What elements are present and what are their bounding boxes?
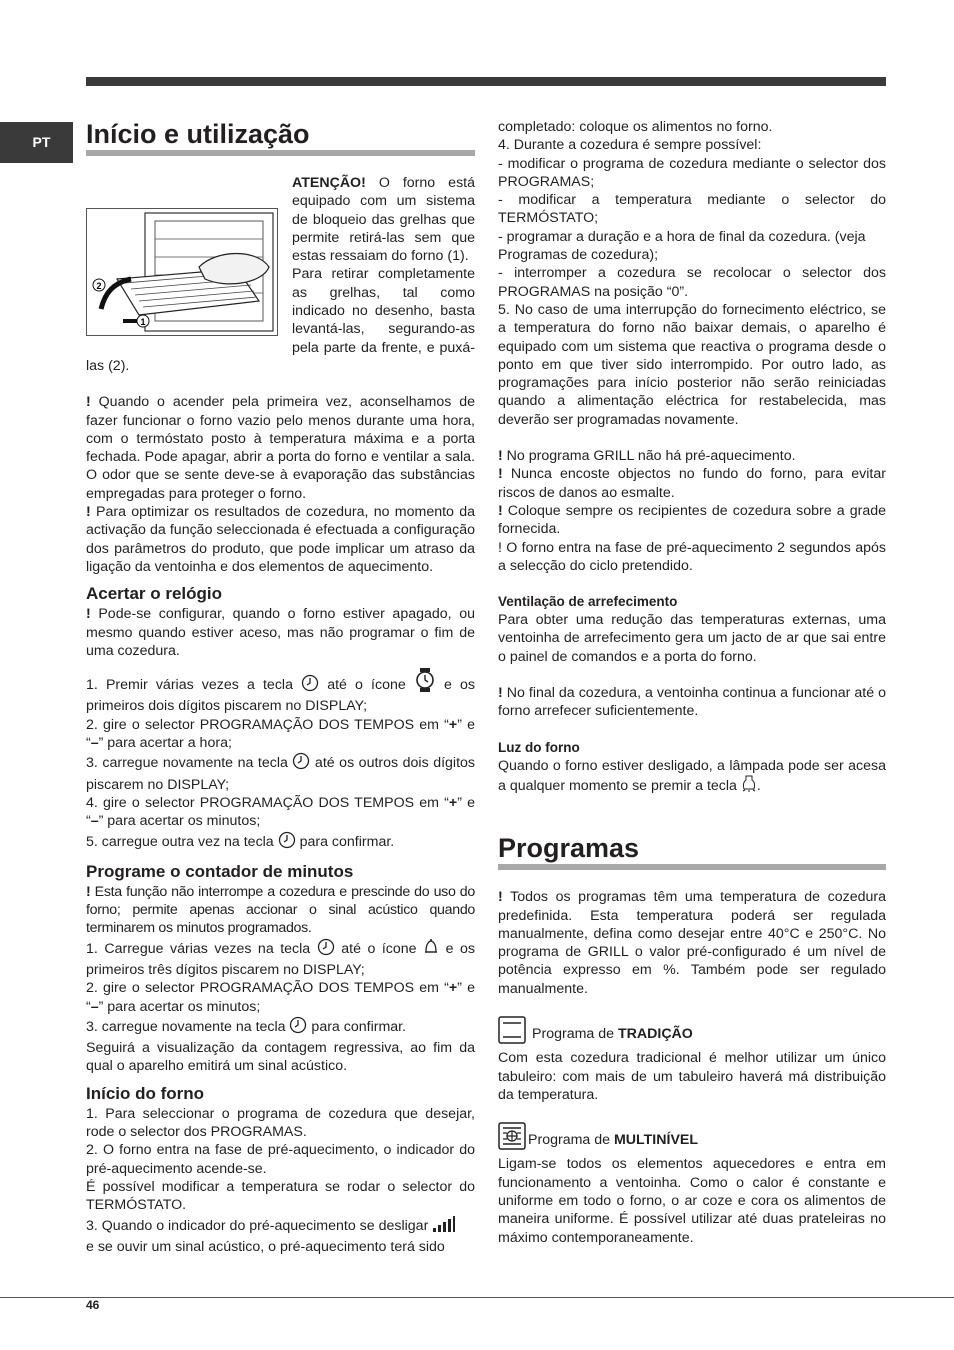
clock-key-icon	[289, 1016, 307, 1039]
note-enamel: ! Nunca encoste objectos no fundo do forno, para evitar riscos de danos ao esmalte.	[498, 466, 886, 501]
clock-key-icon	[301, 674, 319, 697]
start-step-3: 3. Quando o indicador do pré-aquecimento se desligar e se ouvir um sinal acústico, o pré-aquecimento terá sido	[86, 1215, 475, 1257]
tradition-icon	[498, 1016, 526, 1049]
optimize-note: ! Para optimizar os resultados de cozedura, no momento da activação da função seleccionada é efectuada a configuração dos parâmetros do produto, que pode implicar um atraso da ligação da ventoinha e dos elementos de aquecimento.	[86, 504, 475, 575]
clock-heading: Acertar o relógio	[86, 584, 223, 604]
clock-step-5: 5. carregue outra vez na tecla para confirmar.	[86, 831, 475, 854]
continued-text-4: - modificar a temperatura mediante o selector do TERMÓSTATO;	[498, 192, 886, 227]
figure-label-1: 1	[140, 317, 146, 327]
clock-step-4: 4. gire o selector PROGRAMAÇÃO DOS TEMPOS em “+” e “–” para acertar os minutos;	[86, 794, 476, 830]
light-text: Quando o forno estiver desligado, a lâmpada pode ser acesa a qualquer momento se premir a tecla .	[498, 757, 886, 799]
timer-step-1: 1. Carregue várias vezes na tecla até o ícone e os primeiros três dígitos piscarem no DISPLAY;	[86, 938, 475, 980]
attention-label: ATENÇÃO!	[292, 175, 366, 191]
start-step-1: 1. Para seleccionar o programa de cozedura que desejar, rode o selector dos PROGRAMAS.	[86, 1105, 475, 1141]
clock-step-3: 3. carregue novamente na tecla até os outros dois dígitos piscarem no DISPLAY;	[86, 752, 475, 794]
top-rule	[86, 77, 886, 86]
programs-intro: ! Todos os programas têm uma temperatura de cozedura predefinida. Esta temperatura poderá ser regulada manualmente, defina como desejar entre 40°C e 250°C. No programa de GRILL o valor pré-configurado é um nível de potência expresso em %. Também pode ser regulado manualmente.	[498, 889, 886, 997]
continued-text-2: 4. Durante a cozedura é sempre possível:	[498, 137, 762, 154]
continued-text-3: - modificar o programa de cozedura mediante o selector dos PROGRAMAS;	[498, 155, 886, 190]
continued-text-6: - interromper a cozedura se recolocar o selector dos PROGRAMAS na posição “0”.	[498, 265, 886, 300]
clock-step-1: 1. Premir várias vezes a tecla até o ícone e os primeiros dois dígitos piscarem no DISPLAY;	[86, 668, 475, 716]
oven-rack-illustration	[86, 208, 278, 336]
continued-text-5: - programar a duração e a hora de final da cozedura. (veja Programas de cozedura);	[498, 228, 866, 264]
minus-icon: –	[90, 998, 99, 1015]
clock-step-2: 2. gire o selector PROGRAMAÇÃO DOS TEMPOS em “+” e “–” para acertar a hora;	[86, 716, 476, 752]
ventilation-text: Para obter uma redução das temperaturas externas, uma ventoinha de arrefecimento gera um jacto de ar que sai entre o painel de comandos e a porta do forno.	[498, 612, 886, 665]
right-column	[498, 118, 886, 1247]
watch-icon	[414, 668, 436, 697]
lamp-icon	[741, 775, 757, 798]
timer-countdown-text: Seguirá a visualização da contagem regressiva, ao fim da qual o aparelho emitirá um sinal acústico.	[86, 1040, 475, 1075]
footer-rule	[0, 1297, 954, 1298]
timer-step-2: 2. gire o selector PROGRAMAÇÃO DOS TEMPOS em “+” e “–” para acertar os minutos;	[86, 980, 476, 1015]
start-step-2: 2. O forno entra na fase de pré-aquecimento, o indicador do pré-aquecimento acende-se.	[86, 1142, 475, 1177]
timer-heading: Programe o contador de minutos	[86, 861, 354, 881]
tradition-text: Com esta cozedura tradicional é melhor utilizar um único tabuleiro: com mais de um tabuleiro haverá má distribuição da temperatura.	[498, 1050, 886, 1103]
plus-icon: +	[448, 794, 458, 811]
multilevel-program-title: Programa de MULTINÍVEL	[498, 1122, 886, 1155]
clock-key-icon	[317, 938, 335, 961]
attention-text: O forno está equipado com um sistema de bloqueio das grelhas que permite retirá-las sem que estas ressaiam do forno (1).	[292, 175, 475, 265]
language-tab: PT	[0, 122, 73, 163]
multilevel-text: Ligam-se todos os elementos aquecedores e entra em funcionamento a ventoinha. Como o calor é constante e uniforme em todo o forno, o ar coze e cora os alimentos de maneira uniforme. É possível utilizar até duas prateleiras no máximo contemporaneamente.	[498, 1156, 886, 1246]
bell-icon	[423, 938, 439, 961]
clock-intro: ! Pode-se configurar, quando o forno estiver apagado, ou mesmo quando estiver aceso, mas não programar o fim de uma cozedura.	[86, 606, 475, 659]
note-grid: ! Coloque sempre os recipientes de cozedura sobre a grade fornecida.	[498, 502, 886, 538]
timer-intro: ! Esta função não interrompe a cozedura e prescinde do uso do forno; permite apenas accionar o sinal acústico quando terminarem os minutos programados.	[86, 883, 475, 937]
minus-icon: –	[90, 735, 99, 752]
note-preheat: ! O forno entra na fase de pré-aquecimento 2 segundos após a selecção do ciclo pretendido.	[498, 539, 886, 574]
start-heading: Início do forno	[86, 1083, 205, 1103]
preheat-indicator-icon	[432, 1215, 456, 1238]
continued-text-1: completado: coloque os alimentos no forno.	[498, 119, 773, 135]
clock-key-icon	[292, 752, 310, 775]
note-grill: ! No programa GRILL não há pré-aquecimento.	[498, 448, 796, 465]
left-column	[86, 118, 475, 1256]
figure-label-2: 2	[96, 281, 102, 291]
remove-racks-text: Para retirar completamente as grelhas, tal como indicado no desenho, basta levantá-las, segurando-as pela parte da frente, e puxá-las (2).	[86, 266, 475, 374]
light-heading: Luz do forno	[498, 739, 580, 755]
clock-key-icon	[278, 831, 296, 854]
first-use-note: ! Quando o acender pela primeira vez, aconselhamos de fazer funcionar o forno vazio pelo menos durante uma hora, com o termóstato posto à temperatura máxima e a porta fechada. Pode apagar, abrir a porta do forno e ventilar a sala. O odor que se sente deve-se à evaporação das substâncias empregadas para proteger o forno.	[86, 394, 475, 502]
ventilation-note: ! No final da cozedura, a ventoinha continua a funcionar até o forno arrefecer suficientemente.	[498, 685, 886, 720]
minus-icon: –	[90, 813, 99, 830]
continued-text-7: 5. No caso de uma interrupção do fornecimento eléctrico, se a temperatura do forno não baixar demais, o aparelho é equipado com um sistema que reactiva o programa desde o ponto em que tiver sido interrompido. Por outro lado, as programações para início posterior não serão reiniciadas quando a alimentação eléctrica for restabelecida, mas deverão ser programadas novamente.	[498, 301, 886, 428]
plus-icon: +	[448, 980, 458, 997]
ventilation-heading: Ventilação de arrefecimento	[498, 594, 678, 610]
page-number: 46	[86, 1298, 100, 1312]
page-title: Início e utilização	[86, 118, 475, 156]
start-step-2b: É possível modificar a temperatura se rodar o selector do TERMÓSTATO.	[86, 1178, 475, 1214]
tradition-program-title: Programa de TRADIÇÃO	[498, 1016, 886, 1049]
multilevel-icon	[498, 1122, 526, 1155]
programs-title: Programas	[498, 832, 886, 870]
plus-icon: +	[448, 716, 458, 733]
timer-step-3: 3. carregue novamente na tecla para confirmar.	[86, 1016, 475, 1039]
